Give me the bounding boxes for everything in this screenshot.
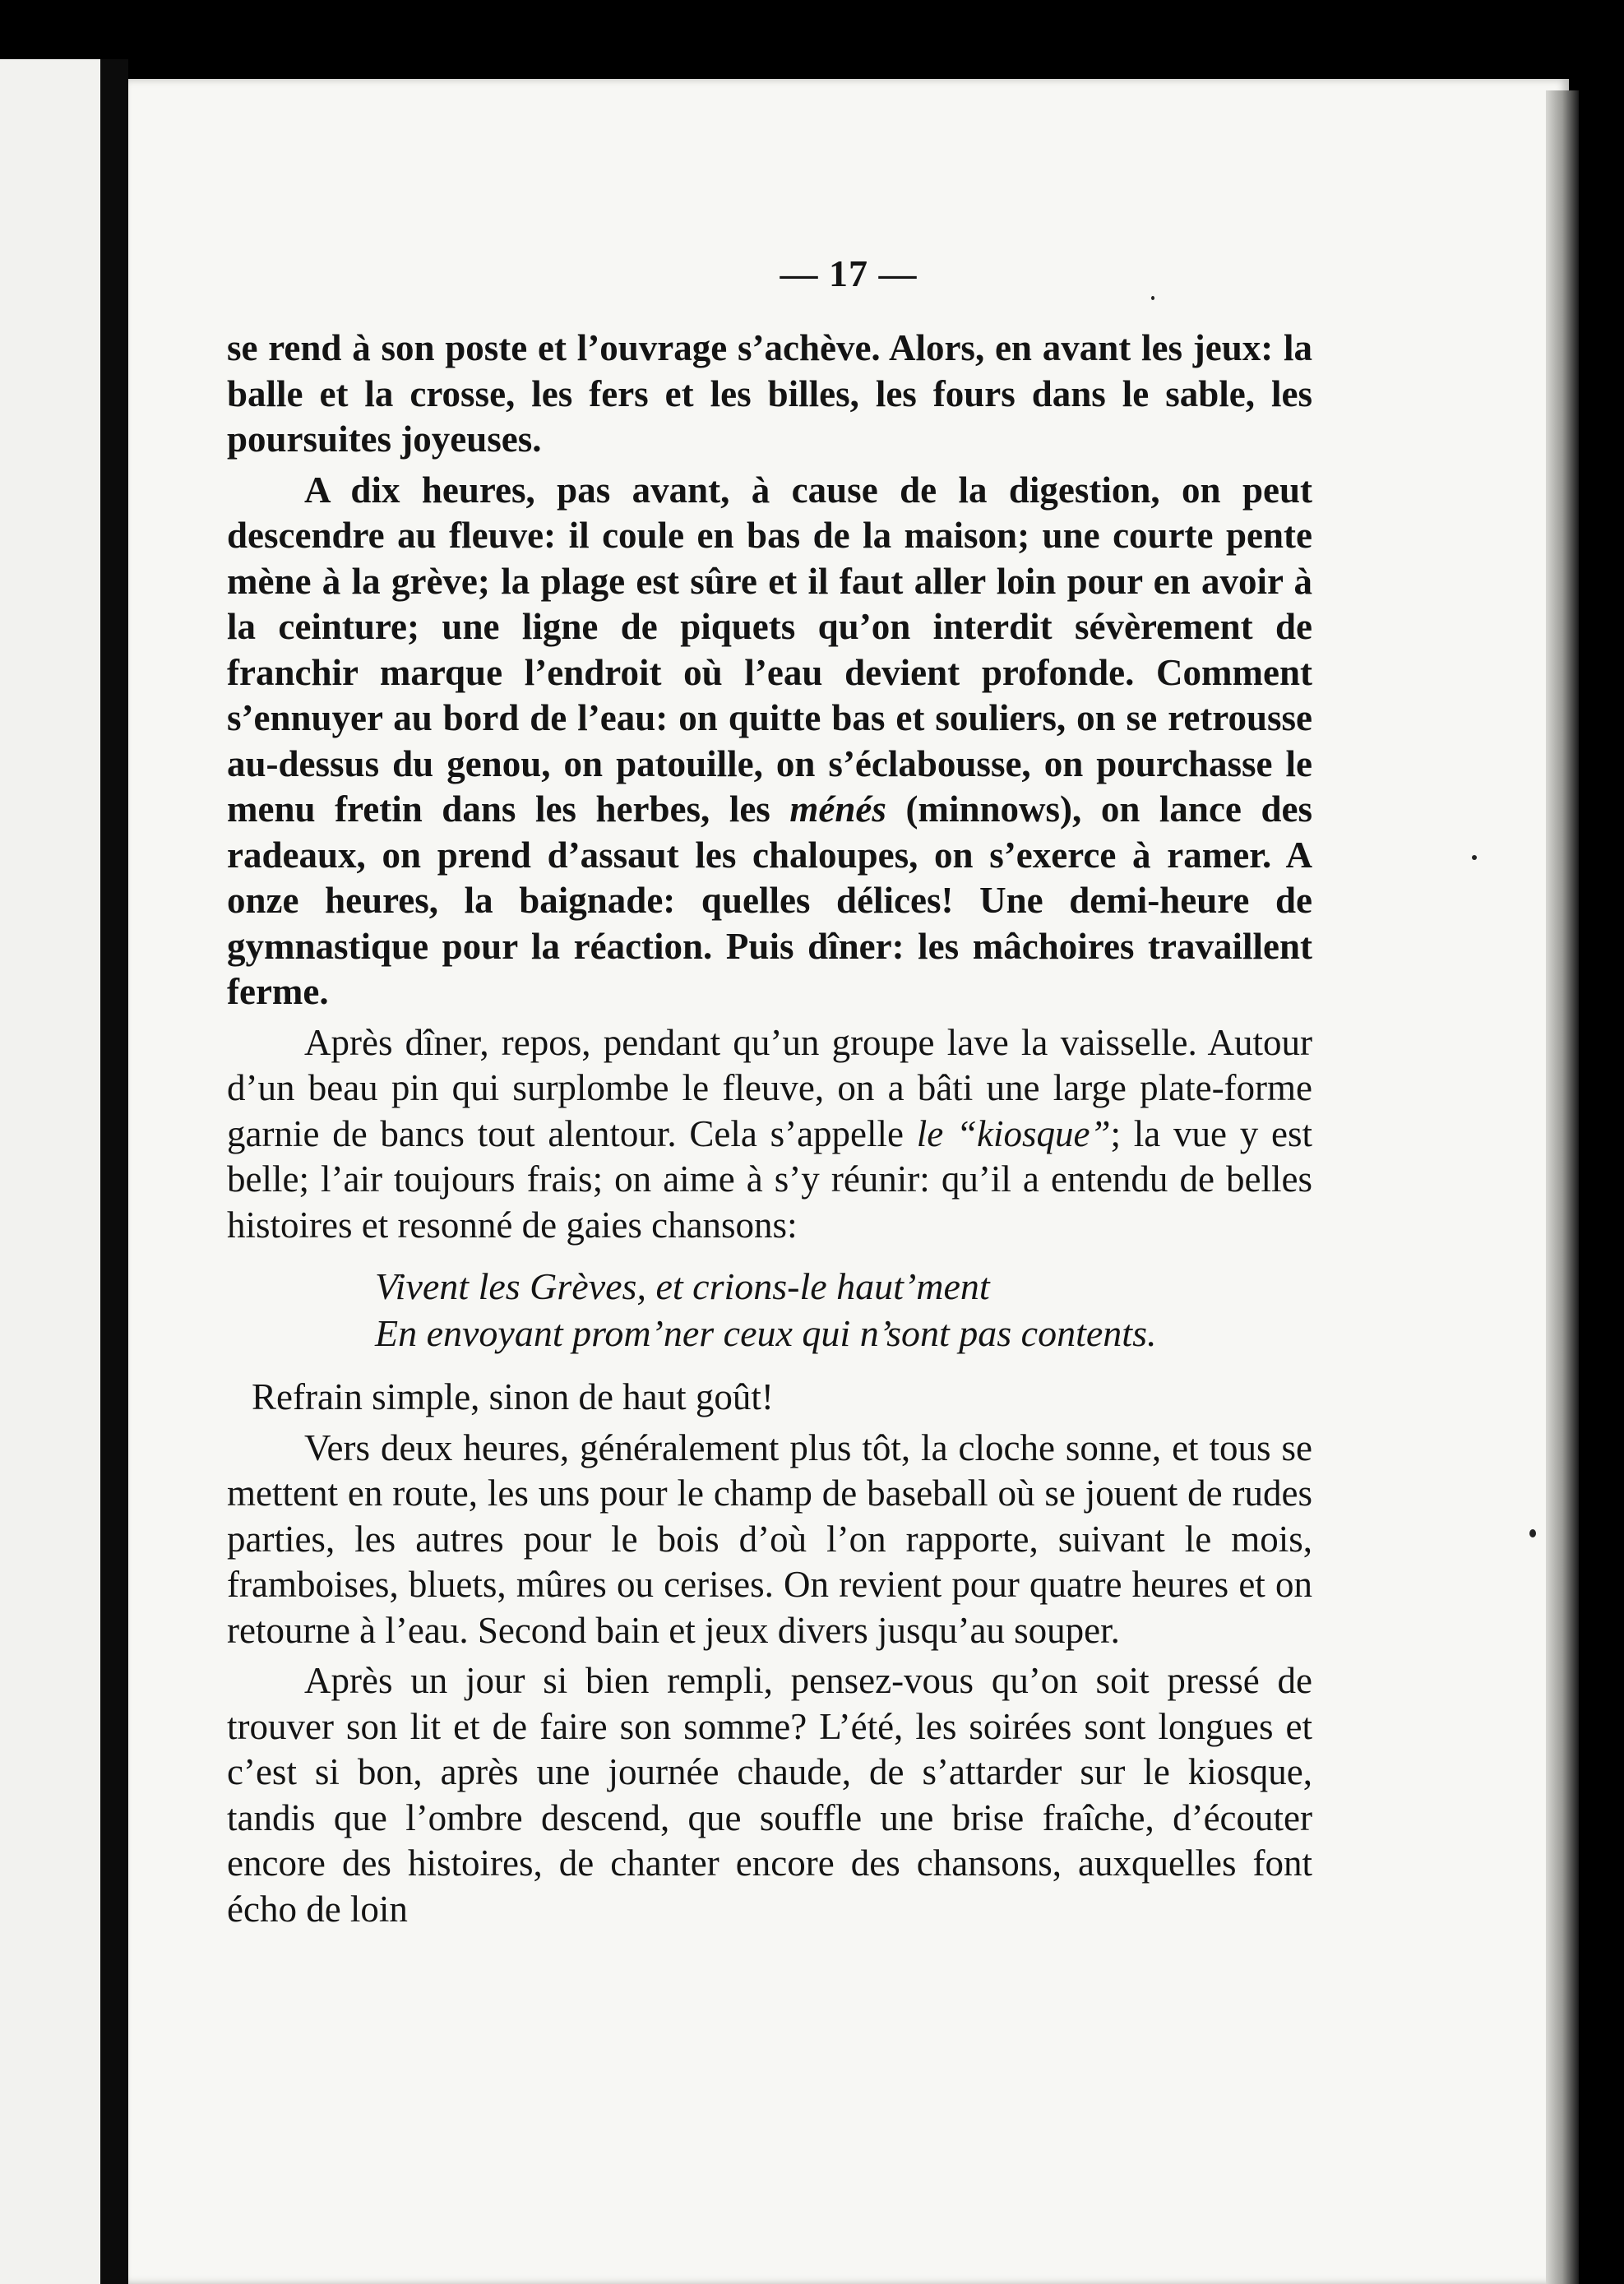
verse-line-2: En envoyant prom’ner ceux qui n’sont pas contents. [375,1312,1157,1354]
paragraph-3-text-a: Après dîner, repos, pendant qu’un groupe lave la vaisselle. Autour d’un beau pin qui surplombe le fleuve, on a bâti une large plate-forme garnie de bancs tout alentour. Cela s’appelle [227,1021,1312,1154]
page-right-edge [1546,90,1579,2284]
paragraph-4: Vers deux heures, généralement plus tôt, la cloche sonne, et tous se mettent en route, les uns pour le champ de baseball où se jouent de rudes parties, les autres pour le bois d’où l’on rapporte, suivant le mois, framboises, bluets, mûres ou cerises. On revient pour quatre heures et on retourne à l’eau. Second bain et jeux divers jusqu’au souper. [227,1426,1312,1651]
paragraph-2-italic: ménés [789,788,886,830]
paragraph-2-text-b: (minnows), on lance des radeaux, on prend d’assaut les chaloupes, on s’exerce à ramer. A onze heures, la baignade: quelles délices! Une demi-heure de gymnastique pour la réaction. Puis dîner: les mâchoires travaillent ferme. [227,788,1312,1012]
paragraph-5: Après un jour si bien rempli, pensez-vous qu’on soit pressé de trouver son lit et de faire son somme? L’été, les soirées sont longues et c’est si bon, après une journée chaude, de s’attarder sur le kiosque, tandis que l’ombre descend, que souffle une brise fraîche, d’écouter encore des histoires, de chanter encore des chansons, auxquelles font écho de loin [227,1660,1312,1930]
scan-speck [1151,296,1154,300]
scan-speck [1529,1529,1536,1537]
song-verse [375,1263,1312,1357]
paragraph-2 [227,468,1312,1015]
paragraph-2-text-a: A dix heures, pas avant, à cause de la digestion, on peut descendre au fleuve: il coule en bas de la maison; une courte pente mène à la grève; la plage est sûre et il faut aller loin pour en avoir à la ceinture; une ligne de piquets qu’on interdit sévèrement de franchir marque l’endroit où l’eau devient profonde. Comment s’ennuyer au bord de l’eau: on quitte bas et souliers, on se retrousse au-dessus du genou, on patouille, on s’éclabousse, on pourchasse le menu fretin dans les herbes, les [227,469,1312,830]
adjacent-page-edge [0,59,100,2284]
paragraph-3-text-b: ; la vue y est belle; l’air toujours frais; on aime à s’y réunir: qu’il a entendu de belles histoires et resonné de gaies chansons: [227,1112,1312,1246]
scanned-page [128,79,1569,2284]
book-gutter [100,59,128,2284]
paragraph-3-italic: le “kiosque” [916,1112,1111,1154]
paragraph-3 [227,1020,1312,1249]
page-number: — 17 — [780,252,918,294]
page-body [227,326,1312,1937]
refrain-line: Refrain simple, sinon de haut goût! [252,1376,774,1417]
scan-speck [1472,855,1477,860]
verse-line-1: Vivent les Grèves, et crions-le haut’ment [375,1265,990,1307]
paragraph-1: se rend à son poste et l’ouvrage s’achève. Alors, en avant les jeux: la balle et la crosse, les fers et les billes, les fours dans le sable, les poursuites joyeuses. [227,327,1312,460]
